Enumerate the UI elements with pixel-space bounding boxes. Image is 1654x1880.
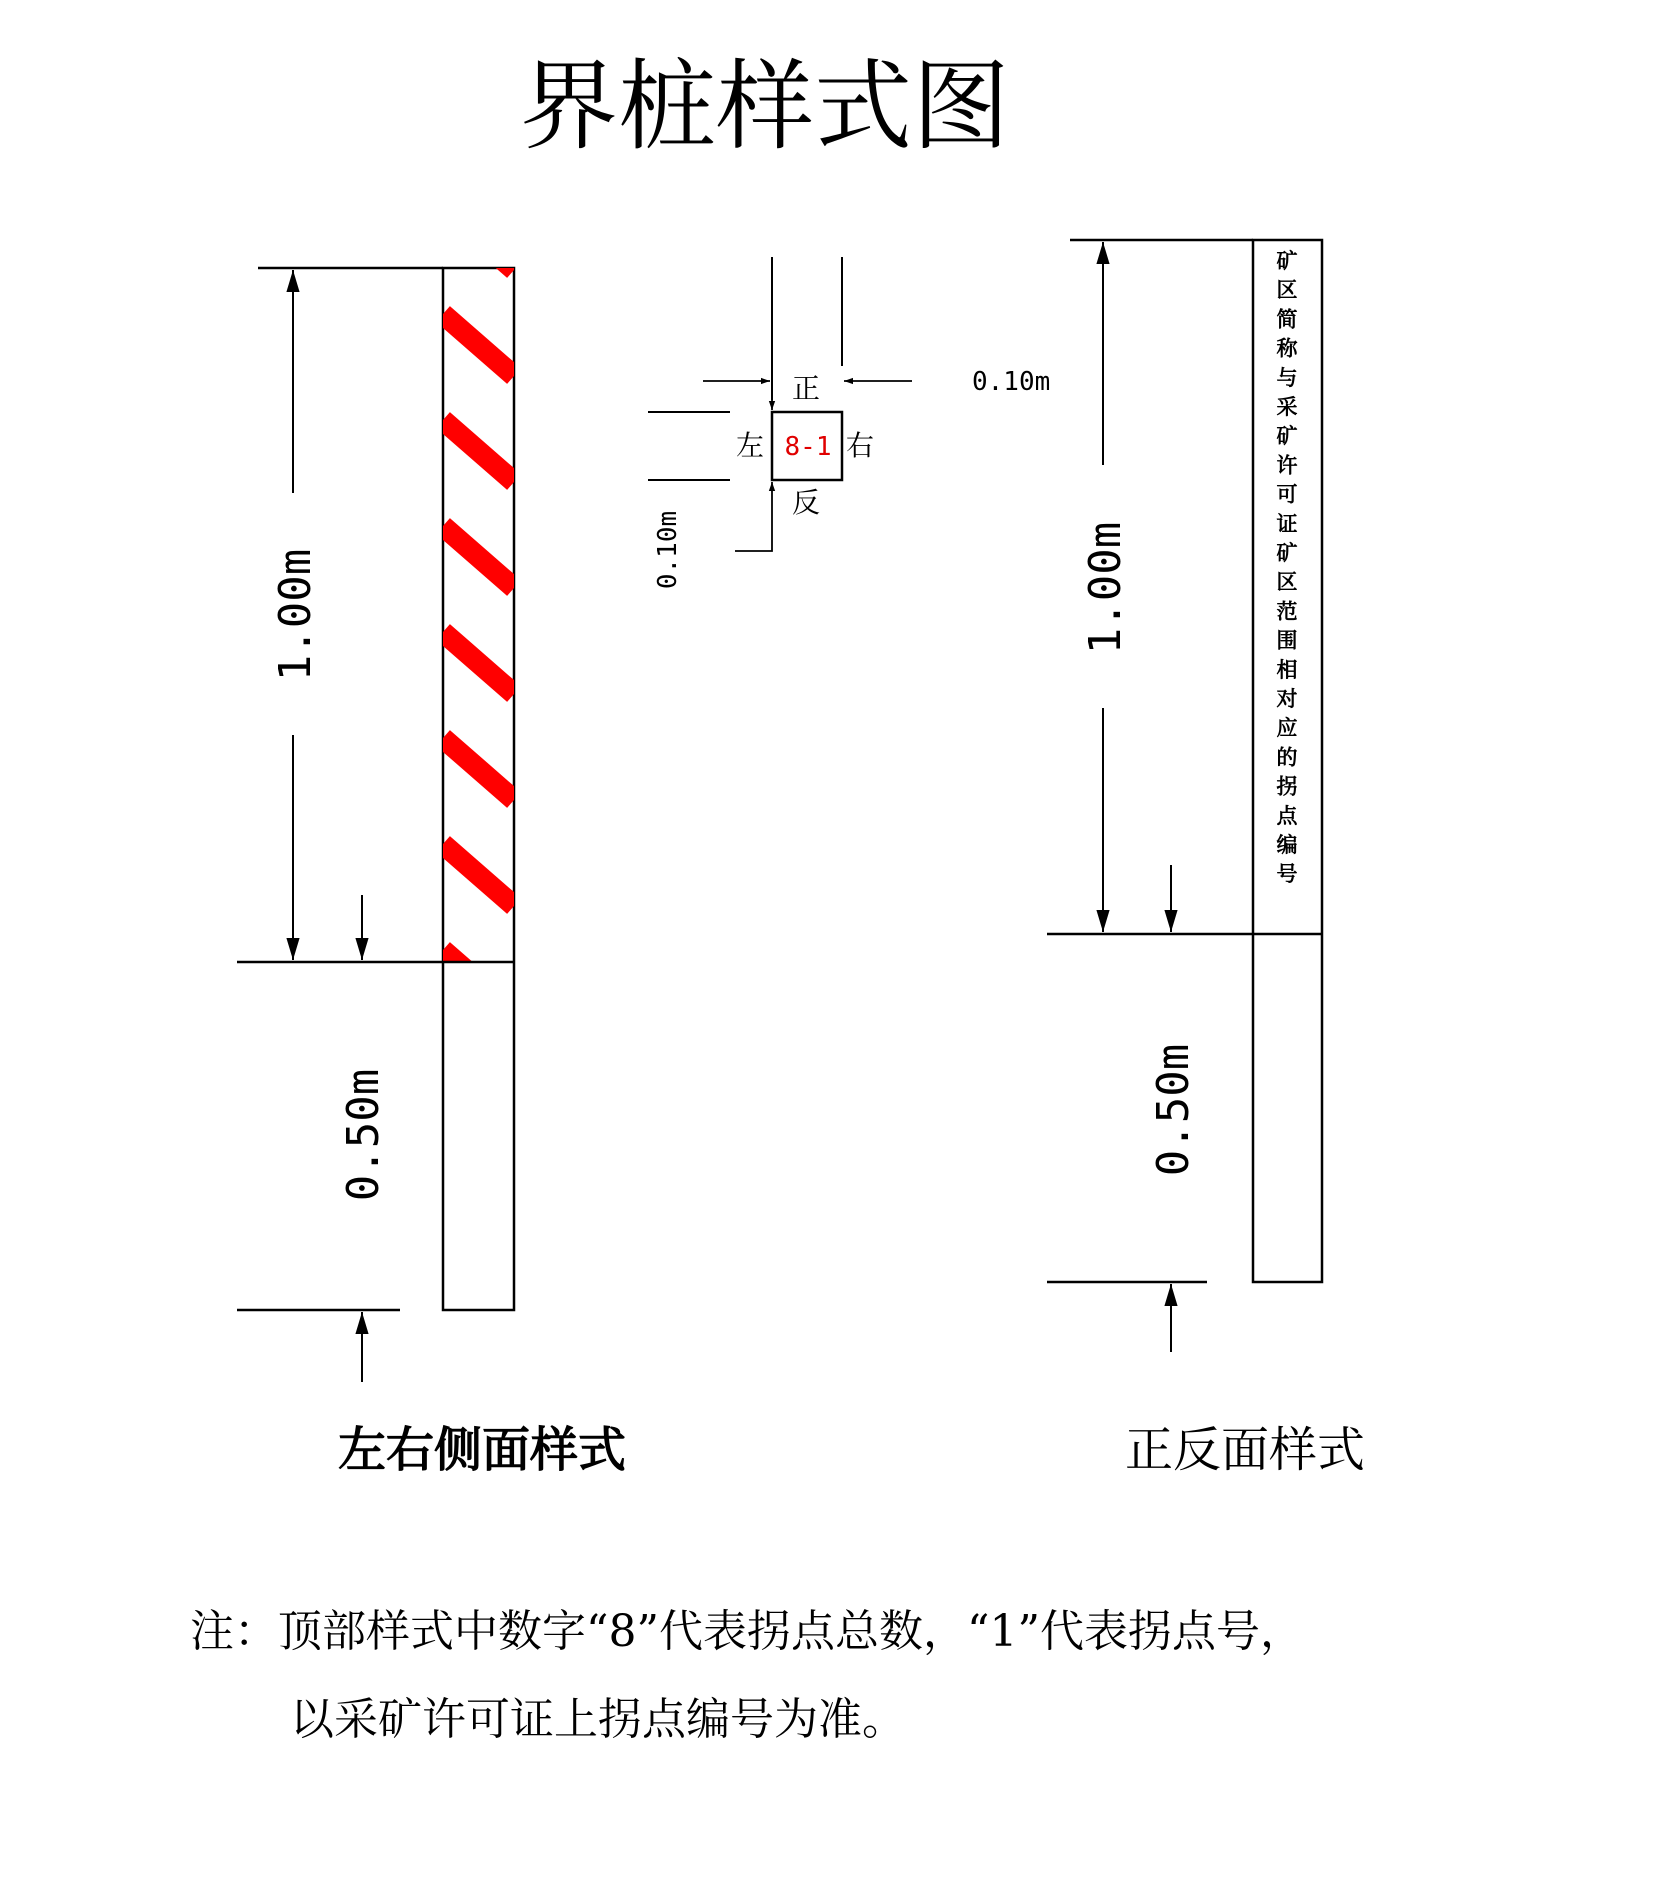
dim-label-left-upper: 1.00m (270, 548, 321, 682)
face-label-front: 正 (791, 372, 821, 405)
face-label-back: 反 (791, 486, 821, 519)
red-stripe (443, 208, 514, 270)
caption-front-view: 正反面样式 (1125, 1422, 1366, 1478)
post-inscription: 矿区简称与采矿许可证矿区范围相对应的拐点编号 (1276, 249, 1298, 887)
red-stripe (443, 738, 514, 800)
front-view (1047, 240, 1322, 1352)
red-stripe (443, 314, 514, 376)
side-view (237, 208, 514, 1382)
dim-label-top-depth: 0.10m (653, 510, 683, 590)
red-stripe (443, 632, 514, 694)
top-view (648, 257, 1050, 589)
face-label-right: 右 (845, 429, 875, 462)
note-line-1: 注：顶部样式中数字“8”代表拐点总数，“1”代表拐点号， (190, 1606, 1304, 1657)
red-stripe (443, 526, 514, 588)
dim-label-top-width: 0.10m (972, 367, 1051, 397)
note-line-2: 以采矿许可证上拐点编号为准。 (290, 1694, 906, 1745)
red-stripe (443, 420, 514, 482)
diagram-title: 界桩样式图 (519, 50, 1011, 164)
dim-label-left-lower: 0.50m (338, 1068, 389, 1202)
point-number-label: 8-1 (784, 432, 832, 462)
red-stripe (443, 844, 514, 906)
dim-label-right-upper: 1.00m (1080, 521, 1131, 655)
dim-label-right-lower: 0.50m (1148, 1043, 1199, 1177)
face-label-left: 左 (735, 429, 765, 462)
caption-side-view: 左右侧面样式 (338, 1422, 627, 1478)
depth-arrow-bottom (735, 482, 772, 551)
red-stripes (443, 208, 514, 1012)
red-stripe (443, 950, 514, 1012)
